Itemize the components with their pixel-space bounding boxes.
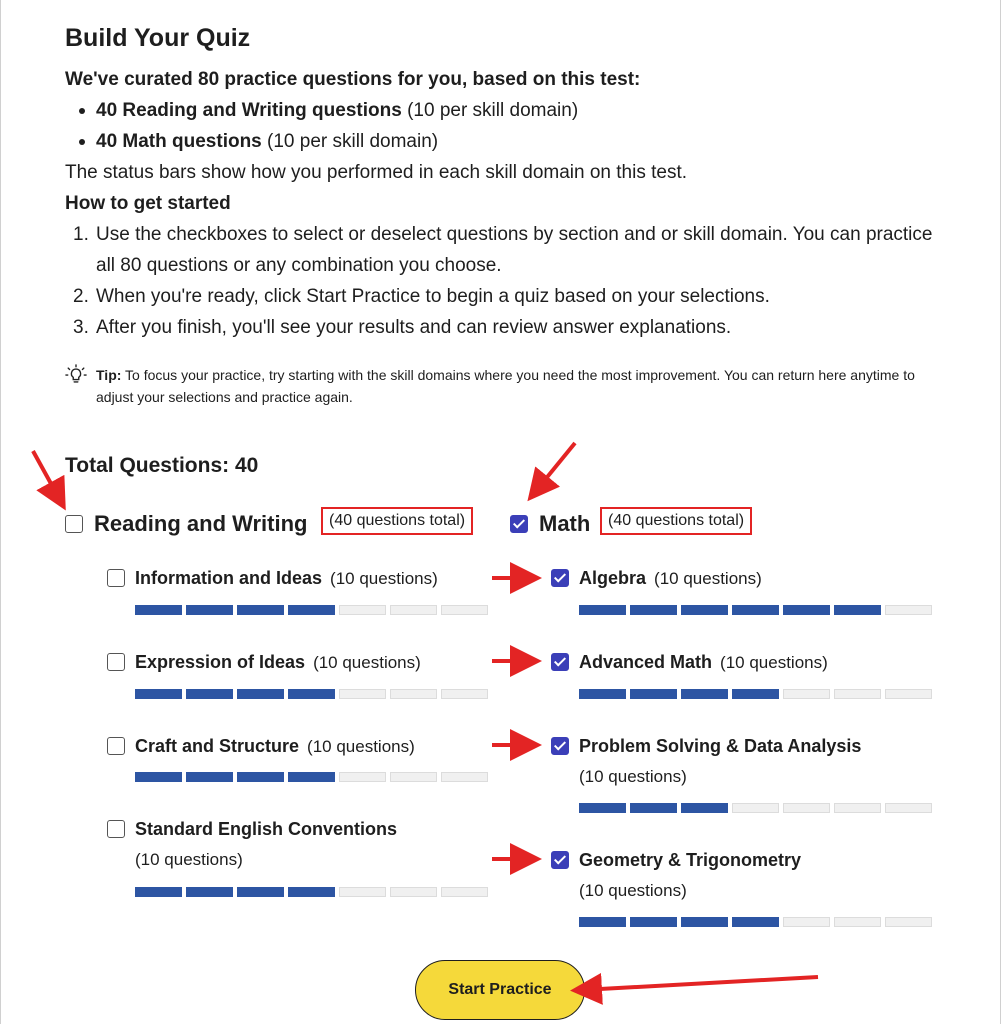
summary-item-rw-rest: (10 per skill domain) — [401, 100, 579, 121]
step-item: 1. Use the checkboxes to select or deselect questions by section and or skill domain. You can practice all 80 questions or any combination you choose. — [73, 224, 933, 276]
steps-list — [65, 219, 945, 343]
status-bar-information-and-ideas — [135, 605, 488, 615]
status-bar-expression-of-ideas — [135, 689, 488, 699]
domain-count-problem-solving-data-analysis: (10 questions) — [579, 767, 687, 786]
math-label: Math — [539, 511, 591, 536]
tip-box — [65, 364, 945, 408]
domain-checkbox-geometry-trigonometry[interactable] — [551, 851, 569, 869]
status-explanation: The status bars show how you performed in each skill domain on this test. — [65, 162, 688, 183]
domain-label-algebra — [579, 568, 762, 589]
bar-segment-empty — [441, 605, 488, 615]
status-bar-geometry-trigonometry — [579, 917, 932, 927]
domain-label-expression-of-ideas — [135, 652, 421, 673]
bar-segment-filled — [579, 803, 626, 813]
how-heading: How to get started — [65, 193, 231, 214]
bar-segment-empty — [885, 803, 932, 813]
bar-segment-filled — [186, 772, 233, 782]
bar-segment-filled — [135, 887, 182, 897]
step-text: When you're ready, click Start Practice to begin a quiz based on your selections. — [96, 286, 770, 307]
domain-checkbox-advanced-math[interactable] — [551, 653, 569, 671]
bar-segment-filled — [732, 917, 779, 927]
reading-writing-checkbox[interactable] — [65, 515, 83, 533]
bar-segment-filled — [681, 605, 728, 615]
bar-segment-empty — [339, 887, 386, 897]
bar-segment-filled — [630, 917, 677, 927]
domain-name: Craft and Structure — [135, 736, 300, 756]
domain-count: (10 questions) — [720, 653, 828, 672]
domain-count: (10 questions) — [654, 569, 762, 588]
bar-segment-empty — [390, 772, 437, 782]
bar-segment-empty — [834, 917, 881, 927]
bar-segment-empty — [441, 887, 488, 897]
bar-segment-filled — [630, 803, 677, 813]
domain-name: Algebra — [579, 568, 647, 588]
status-bar-standard-english-conventions — [135, 887, 488, 897]
bar-segment-empty — [441, 689, 488, 699]
domain-name: Expression of Ideas — [135, 652, 306, 672]
bar-segment-empty — [885, 917, 932, 927]
domain-label-craft-and-structure — [135, 736, 415, 757]
math-checkbox[interactable] — [510, 515, 528, 533]
domain-name: Information and Ideas — [135, 568, 323, 588]
question-summary-list — [65, 95, 945, 157]
bar-segment-filled — [681, 917, 728, 927]
summary-item-math-bold: 40 Math questions — [96, 131, 262, 152]
bar-segment-filled — [135, 605, 182, 615]
summary-item-math — [96, 126, 945, 157]
math-total: (40 questions total) — [600, 507, 752, 535]
domain-label-geometry-trigonometry: Geometry & Trigonometry — [579, 850, 802, 870]
total-questions: Total Questions: 40 — [65, 454, 259, 477]
page-title: Build Your Quiz — [65, 24, 251, 52]
summary-item-rw — [96, 95, 945, 126]
step-text: After you finish, you'll see your results and can review answer explanations. — [96, 317, 732, 338]
frame-left-border — [0, 0, 1, 1024]
arrow-math — [535, 443, 575, 492]
arrow-start-practice — [582, 977, 818, 990]
bar-segment-filled — [186, 887, 233, 897]
summary-item-rw-bold: 40 Reading and Writing questions — [96, 100, 402, 121]
bar-segment-filled — [732, 605, 779, 615]
bar-segment-filled — [630, 689, 677, 699]
domain-count-standard-english-conventions: (10 questions) — [135, 850, 243, 869]
bar-segment-empty — [834, 803, 881, 813]
bar-segment-filled — [237, 605, 284, 615]
bar-segment-filled — [783, 605, 830, 615]
bar-segment-filled — [732, 689, 779, 699]
bar-segment-empty — [441, 772, 488, 782]
start-practice-button[interactable]: Start Practice — [415, 960, 585, 1020]
status-bar-problem-solving-data-analysis — [579, 803, 932, 813]
status-bar-advanced-math — [579, 689, 932, 699]
domain-checkbox-information-and-ideas[interactable] — [107, 569, 125, 587]
bar-segment-empty — [885, 605, 932, 615]
bar-segment-filled — [579, 917, 626, 927]
bar-segment-empty — [339, 689, 386, 699]
domain-count: (10 questions) — [313, 653, 421, 672]
bar-segment-empty — [390, 689, 437, 699]
domain-label-information-and-ideas — [135, 568, 438, 589]
bar-segment-filled — [288, 605, 335, 615]
domain-checkbox-craft-and-structure[interactable] — [107, 737, 125, 755]
reading-writing-total: (40 questions total) — [321, 507, 473, 535]
bar-segment-filled — [834, 605, 881, 615]
bar-segment-filled — [681, 803, 728, 813]
domain-count: (10 questions) — [330, 569, 438, 588]
tip-label: Tip: — [96, 367, 122, 383]
bar-segment-filled — [630, 605, 677, 615]
intro-curated: We've curated 80 practice questions for you, based on this test: — [65, 69, 641, 90]
domain-label-standard-english-conventions: Standard English Conventions — [135, 819, 398, 839]
bar-segment-empty — [390, 605, 437, 615]
bar-segment-empty — [834, 689, 881, 699]
arrow-reading-writing — [33, 451, 60, 500]
bar-segment-filled — [681, 689, 728, 699]
bar-segment-empty — [339, 772, 386, 782]
bar-segment-empty — [339, 605, 386, 615]
domain-count: (10 questions) — [307, 737, 415, 756]
bar-segment-filled — [579, 605, 626, 615]
bar-segment-empty — [783, 689, 830, 699]
bar-segment-filled — [288, 772, 335, 782]
bar-segment-filled — [237, 772, 284, 782]
bar-segment-filled — [135, 772, 182, 782]
bar-segment-empty — [783, 803, 830, 813]
bar-segment-filled — [135, 689, 182, 699]
status-bar-craft-and-structure — [135, 772, 488, 782]
domain-checkbox-expression-of-ideas[interactable] — [107, 653, 125, 671]
domain-checkbox-problem-solving-data-analysis[interactable] — [551, 737, 569, 755]
bar-segment-filled — [186, 689, 233, 699]
step-text: Use the checkboxes to select or deselect questions by section and or skill domain. You can practice all 80 questions or any combination you choose. — [96, 224, 933, 276]
bar-segment-filled — [288, 887, 335, 897]
domain-label-advanced-math — [579, 652, 828, 673]
step-item: 2. When you're ready, click Start Practice to begin a quiz based on your selections. — [73, 286, 770, 307]
domain-label-problem-solving-data-analysis: Problem Solving & Data Analysis — [579, 736, 862, 756]
bar-segment-filled — [186, 605, 233, 615]
summary-item-math-rest: (10 per skill domain) — [261, 131, 439, 152]
status-bar-algebra — [579, 605, 932, 615]
bar-segment-empty — [783, 917, 830, 927]
bar-segment-empty — [885, 689, 932, 699]
bar-segment-filled — [288, 689, 335, 699]
bar-segment-filled — [237, 689, 284, 699]
tip-text: To focus your practice, try starting with the skill domains where you need the most improvement. You can return here anytime to adjust your selections and practice again. — [96, 367, 915, 405]
domain-checkbox-algebra[interactable] — [551, 569, 569, 587]
bar-segment-empty — [732, 803, 779, 813]
step-item: 3. After you finish, you'll see your results and can review answer explanations. — [73, 317, 732, 338]
bar-segment-filled — [237, 887, 284, 897]
domain-checkbox-standard-english-conventions[interactable] — [107, 820, 125, 838]
intro-section — [65, 64, 945, 343]
reading-writing-label: Reading and Writing — [94, 511, 308, 536]
lightbulb-icon — [65, 364, 87, 386]
bar-segment-empty — [390, 887, 437, 897]
bar-segment-filled — [579, 689, 626, 699]
domain-count-geometry-trigonometry: (10 questions) — [579, 881, 687, 900]
domain-name: Advanced Math — [579, 652, 713, 672]
